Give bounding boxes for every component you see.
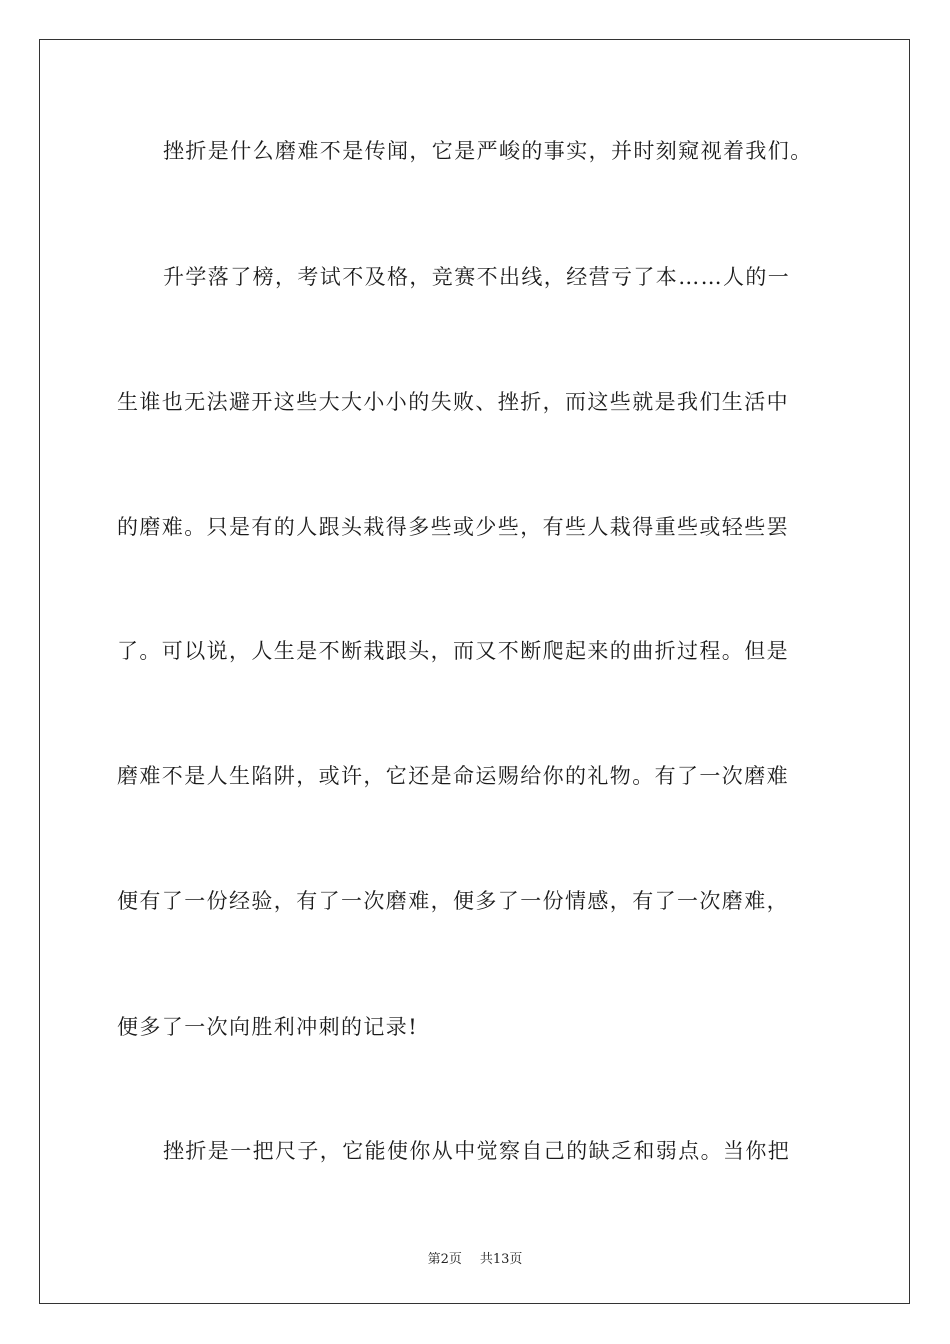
paragraph-line-4: 的磨难。只是有的人跟头栽得多些或少些，有些人栽得重些或轻些罢 (117, 515, 789, 539)
paragraph-line-5: 了。可以说，人生是不断栽跟头，而又不断爬起来的曲折过程。但是 (117, 639, 789, 663)
paragraph-line-9: 挫折是一把尺子，它能使你从中觉察自己的缺乏和弱点。当你把 (163, 1139, 791, 1163)
page-footer (0, 1248, 950, 1267)
page-number: 第2页 (427, 1252, 462, 1267)
paragraph-line-1: 挫折是什么磨难不是传闻，它是严峻的事实，并时刻窥视着我们。 (163, 139, 813, 163)
paragraph-line-2: 升学落了榜，考试不及格，竞赛不出线，经营亏了本……人的一 (163, 265, 791, 289)
page-total: 共13页 (479, 1252, 523, 1267)
paragraph-line-8: 便多了一次向胜利冲刺的记录! (117, 1015, 419, 1039)
paragraph-line-6: 磨难不是人生陷阱，或许，它还是命运赐给你的礼物。有了一次磨难 (117, 764, 789, 788)
paragraph-line-7: 便有了一份经验，有了一次磨难，便多了一份情感，有了一次磨难， (117, 889, 789, 913)
paragraph-line-3: 生谁也无法避开这些大大小小的失败、挫折，而这些就是我们生活中 (117, 390, 789, 414)
page-border (39, 39, 910, 1304)
